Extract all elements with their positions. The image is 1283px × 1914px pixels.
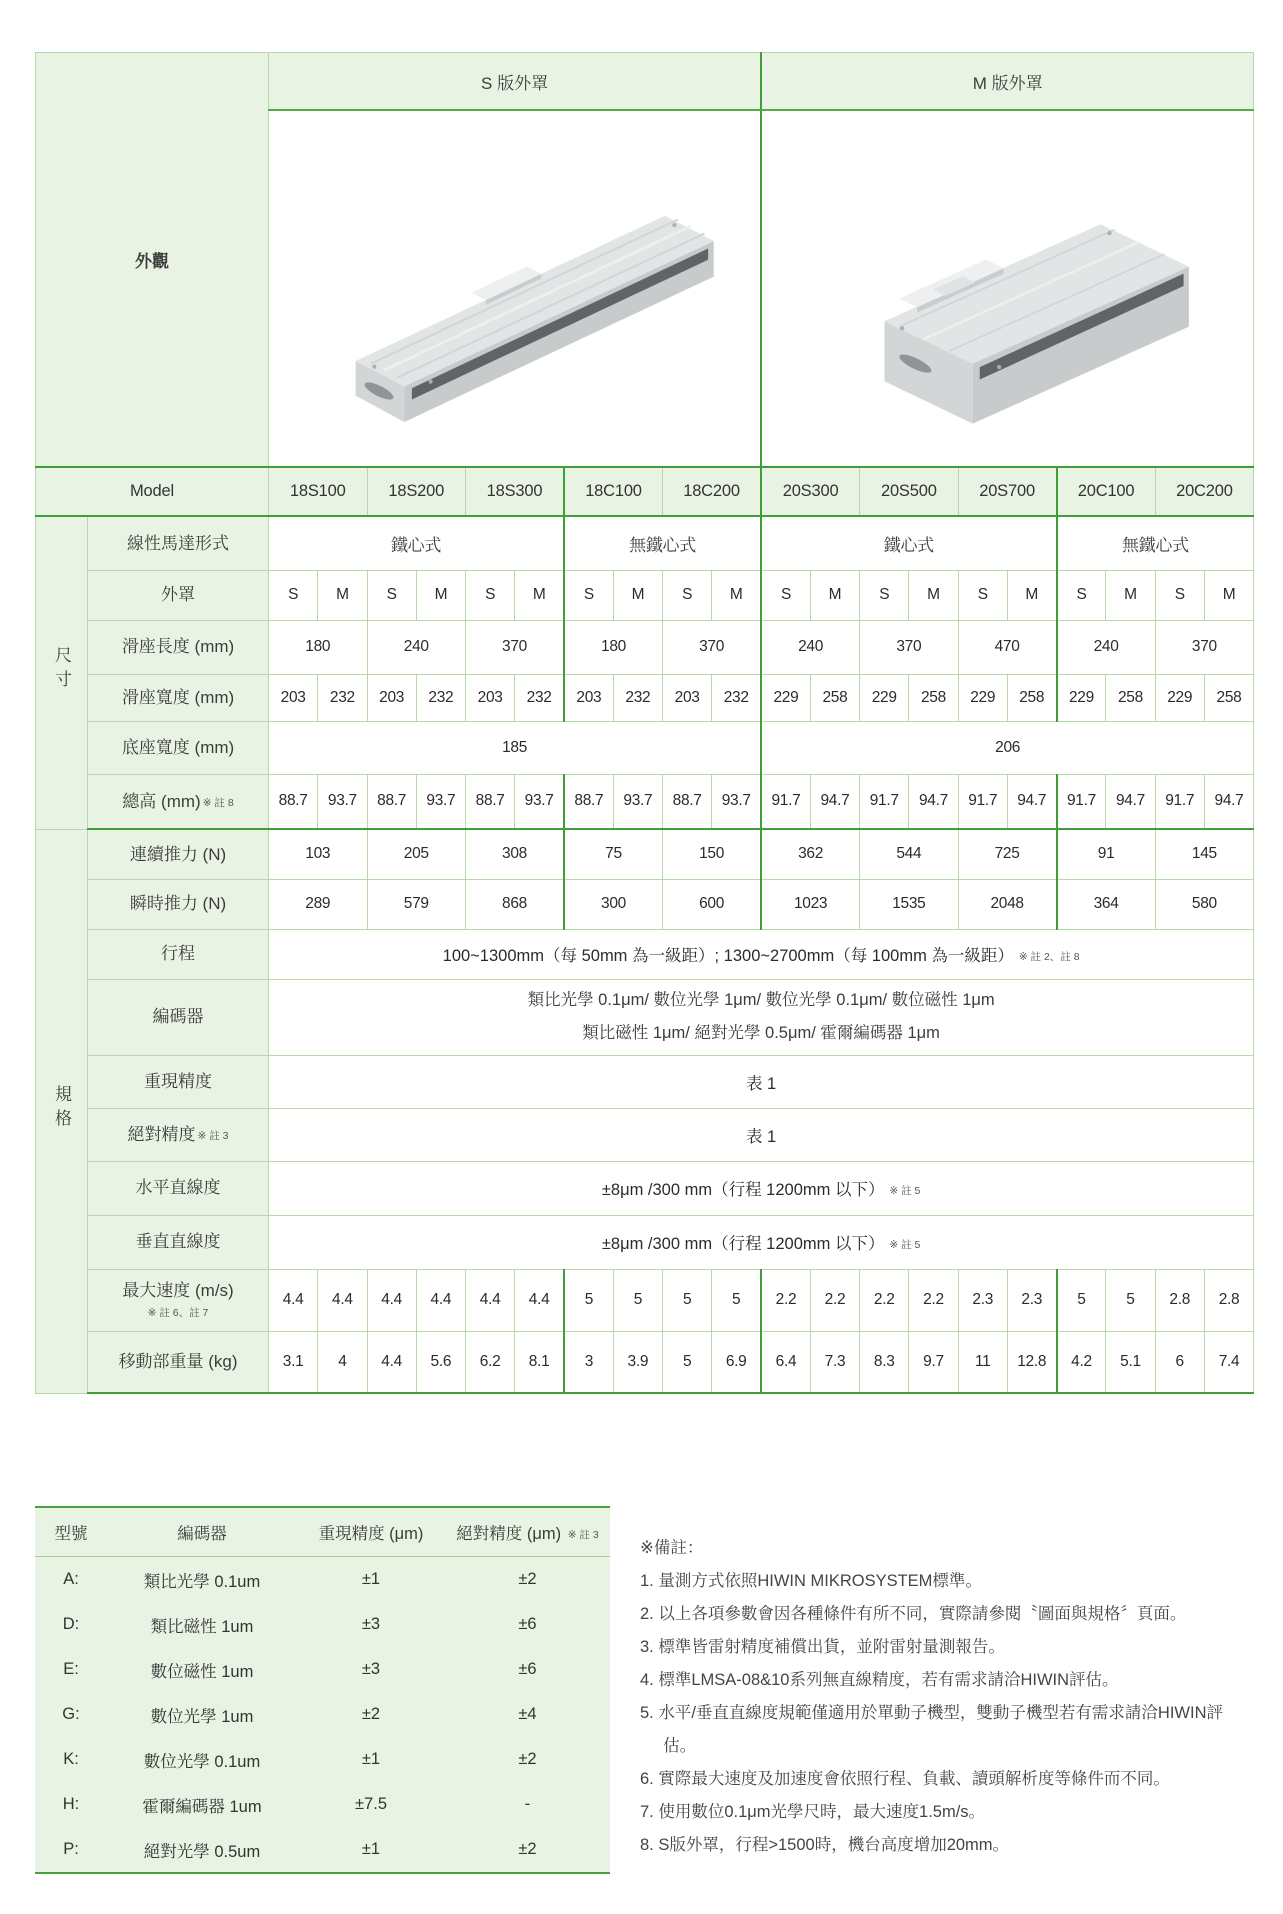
encoder-table-row [35,1782,610,1827]
spec-row [36,979,1254,1055]
model-cell: 20S300 [761,467,860,516]
model-row [36,467,1254,516]
encoder-table-cell: 類比光學 0.1um [143,1572,261,1591]
row-label: 垂直直線度 [88,1215,269,1269]
row-label: 連續推力 (N) [88,829,269,879]
spec-cell: 3 [564,1331,613,1393]
encoder-table-header-row [35,1507,610,1557]
spec-cell: M [810,570,859,620]
spec-cell: 5 [712,1269,761,1331]
spec-cell: 4.4 [416,1269,465,1331]
spec-cell: 8.1 [515,1331,564,1393]
row-label: 線性馬達形式 [88,516,269,570]
encoder-table-cell: ±3 [361,1615,381,1633]
spec-cell: 91.7 [1057,774,1106,829]
encoder-accuracy-table [35,1506,610,1874]
spec-row [36,516,1254,570]
spec-cell: 94.7 [909,774,958,829]
note-item: 6. 實際最大速度及加速度會依照行程、負載、讀頭解析度等條件而不同。 [640,1770,1170,1788]
spec-cell: 94.7 [1007,774,1056,829]
spec-cell: 145 [1155,829,1254,879]
model-cell: 18C100 [564,467,663,516]
m-cover-stage-photo [788,136,1228,436]
spec-cell: 表 1 [269,1108,1254,1161]
encoder-table-cell: ±2 [361,1705,381,1723]
spec-cell: S [958,570,1007,620]
spec-cell: 94.7 [810,774,859,829]
spec-cell: S [466,570,515,620]
spec-cell: 無鐵心式 [1057,516,1254,570]
spec-cell: 88.7 [564,774,613,829]
encoder-table-cell: ±2 [518,1570,537,1588]
row-label: 移動部重量 (kg) [88,1331,269,1393]
row-label: 總高 (mm) ※ 註 8 [88,774,269,829]
spec-row [36,570,1254,620]
spec-cell: S [761,570,810,620]
row-label: 重現精度 [88,1055,269,1108]
spec-cell: 289 [269,879,368,929]
spec-cell: 1023 [761,879,860,929]
spec-cell: M [416,570,465,620]
spec-cell: S [1155,570,1204,620]
spec-cell: 258 [810,674,859,721]
spec-cell: 4.4 [367,1331,416,1393]
spec-cell: 94.7 [1204,774,1253,829]
spec-cell: 93.7 [712,774,761,829]
spec-row [36,1161,1254,1215]
model-cell: 18S200 [367,467,466,516]
spec-cell: 232 [712,674,761,721]
spec-cell: 258 [1204,674,1253,721]
spec-cell: 2.2 [909,1269,958,1331]
notes-title: ※備註： [640,1539,704,1557]
spec-cell: 5.1 [1106,1331,1155,1393]
spec-cell: 鐵心式 [269,516,565,570]
encoder-table-cell: ±1 [361,1570,381,1588]
spec-cell: M [712,570,761,620]
spec-cell: 7.4 [1204,1331,1253,1393]
row-label: 底座寬度 (mm) [88,721,269,774]
group-label: 尺寸 [36,516,88,829]
spec-cell: 580 [1155,879,1254,929]
encoder-table-cell: ±1 [361,1750,381,1768]
model-cell: 18S300 [466,467,565,516]
encoder-table-row [35,1647,610,1692]
spec-cell: 470 [958,620,1057,674]
spec-row [36,1108,1254,1161]
row-label: 行程 [88,929,269,979]
spec-cell: 240 [367,620,466,674]
spec-cell: 240 [761,620,860,674]
note-item: 8. S版外罩，行程>1500時，機台高度增加20mm。 [640,1836,1010,1854]
encoder-table-row [35,1557,610,1603]
spec-cell: 4.4 [515,1269,564,1331]
m-cover-header: M 版外罩 [761,53,1254,111]
spec-cell: S [367,570,416,620]
model-cell: 20C200 [1155,467,1254,516]
spec-row [36,1055,1254,1108]
spec-cell: 229 [958,674,1007,721]
spec-row [36,879,1254,929]
spec-cell: 203 [564,674,613,721]
spec-cell: 4.4 [269,1269,318,1331]
spec-cell: 370 [466,620,565,674]
spec-cell: 91.7 [761,774,810,829]
row-label: 編碼器 [88,979,269,1055]
spec-cell: 91.7 [860,774,909,829]
encoder-col-absolute-label: 絕對精度 (μm) [456,1525,562,1543]
spec-cell: 2.2 [810,1269,859,1331]
spec-cell: 229 [860,674,909,721]
s-cover-photo-cell [269,110,762,467]
spec-cell: 1535 [860,879,959,929]
spec-cell: 12.8 [1007,1331,1056,1393]
spec-cell: 2.8 [1204,1269,1253,1331]
bottom-section [35,1506,1253,1874]
spec-cell: 180 [564,620,663,674]
appearance-row-label: 外觀 [36,53,269,468]
spec-row [36,829,1254,879]
row-label: 最大速度 (m/s) ※ 註 6、註 7 [88,1269,269,1331]
spec-cell: S [1057,570,1106,620]
spec-cell: 8.3 [860,1331,909,1393]
spec-cell: 300 [564,879,663,929]
spec-cell: M [1007,570,1056,620]
spec-cell: 4.2 [1057,1331,1106,1393]
row-label: 外罩 [88,570,269,620]
spec-cell: 232 [416,674,465,721]
encoder-table-cell: E: [63,1660,79,1678]
spec-cell: 5.6 [416,1331,465,1393]
spec-cell: 4.4 [466,1269,515,1331]
encoder-table-cell: ±7.5 [355,1795,387,1813]
spec-cell: 240 [1057,620,1156,674]
spec-cell: 6.4 [761,1331,810,1393]
spec-cell: M [1204,570,1253,620]
encoder-col-repeatability: 重現精度 (μm) [297,1507,445,1557]
note-item: 3. 標準皆雷射精度補償出貨，並附雷射量測報告。 [640,1638,1005,1656]
spec-cell: 308 [466,829,565,879]
spec-cell: 2.3 [1007,1269,1056,1331]
spec-cell: 鐵心式 [761,516,1057,570]
s-cover-header: S 版外罩 [269,53,762,111]
spec-cell: 103 [269,829,368,879]
spec-cell: 370 [860,620,959,674]
spec-cell: 4.4 [367,1269,416,1331]
encoder-table-cell: P: [63,1840,79,1858]
encoder-table-cell: G: [62,1705,80,1723]
encoder-col-encoder: 編碼器 [107,1507,297,1557]
spec-cell: 232 [515,674,564,721]
spec-cell: 無鐵心式 [564,516,761,570]
spec-cell: S [860,570,909,620]
spec-cell: 150 [663,829,762,879]
spec-cell: 5 [564,1269,613,1331]
spec-cell: 2.3 [958,1269,1007,1331]
spec-cell: 91.7 [1155,774,1204,829]
spec-cell: 203 [367,674,416,721]
encoder-table-cell: ±2 [518,1840,537,1858]
note-item: 7. 使用數位0.1μm光學尺時，最大速度1.5m/s。 [640,1803,986,1821]
spec-cell: 232 [613,674,662,721]
spec-cell: 3.9 [613,1331,662,1393]
spec-cell: 229 [1057,674,1106,721]
spec-cell: M [318,570,367,620]
spec-cell: 364 [1057,879,1156,929]
spec-cell: 94.7 [1106,774,1155,829]
spec-cell: 370 [663,620,762,674]
spec-cell: 206 [761,721,1254,774]
encoder-table-cell: 類比磁性 1um [150,1617,254,1636]
row-label: 滑座長度 (mm) [88,620,269,674]
spec-cell: 88.7 [269,774,318,829]
encoder-table-row [35,1827,610,1873]
spec-cell: S [269,570,318,620]
spec-cell: 100~1300mm（每 50mm 為一級距）; 1300~2700mm（每 100mm 為一級距） ※ 註 2、註 8 [269,929,1254,979]
encoder-table-cell: ±6 [518,1660,537,1678]
spec-cell: 362 [761,829,860,879]
encoder-table-cell: 數位磁性 1um [150,1662,254,1681]
m-cover-photo-cell [761,110,1254,467]
encoder-table-cell: D: [62,1615,80,1633]
spec-cell: 4.4 [318,1269,367,1331]
spec-cell: 203 [269,674,318,721]
spec-cell: 725 [958,829,1057,879]
spec-cell: 表 1 [269,1055,1254,1108]
encoder-table-cell: A: [63,1570,79,1588]
spec-cell: 258 [909,674,958,721]
encoder-table-row [35,1692,610,1737]
encoder-table-row [35,1602,610,1647]
spec-cell: 91 [1057,829,1156,879]
spec-cell: 75 [564,829,663,879]
spec-row [36,1331,1254,1393]
spec-cell: 6.9 [712,1331,761,1393]
encoder-table-cell: ±3 [361,1660,381,1678]
spec-cell: 3.1 [269,1331,318,1393]
s-cover-stage-photo [280,136,750,436]
spec-cell: 203 [663,674,712,721]
row-label: 水平直線度 [88,1161,269,1215]
spec-cell: 7.3 [810,1331,859,1393]
note-item: 5. 水平/垂直直線度規範僅適用於單動子機型，雙動子機型若有需求請洽HIWIN評估。 [640,1704,1224,1755]
encoder-table-cell: ±2 [518,1750,537,1768]
note-item: 1. 量測方式依照HIWIN MIKROSYSTEM標準。 [640,1572,982,1590]
row-label: 絕對精度 ※ 註 3 [88,1108,269,1161]
spec-cell: 5 [663,1269,712,1331]
spec-cell: 229 [1155,674,1204,721]
note-item: 4. 標準LMSA-08&10系列無直線精度，若有需求請洽HIWIN評估。 [640,1671,1119,1689]
appearance-header-row [36,53,1254,111]
spec-cell: 205 [367,829,466,879]
spec-cell: ±8μm /300 mm（行程 1200mm 以下） ※ 註 5 [269,1161,1254,1215]
spec-cell: 6 [1155,1331,1204,1393]
model-cell: 20S700 [958,467,1057,516]
model-cell: 18C200 [663,467,762,516]
encoder-table-cell: 絕對光學 0.5um [143,1842,261,1861]
notes-block [640,1506,1253,1862]
encoder-table-row [35,1737,610,1782]
spec-cell: ±8μm /300 mm（行程 1200mm 以下） ※ 註 5 [269,1215,1254,1269]
spec-cell: 93.7 [318,774,367,829]
spec-cell: 600 [663,879,762,929]
spec-rows [36,516,1254,1393]
spec-cell: 258 [1007,674,1056,721]
encoder-table-cell: ±6 [518,1615,537,1633]
spec-cell: 91.7 [958,774,1007,829]
encoder-col-model: 型號 [35,1507,107,1557]
spec-cell: 5 [613,1269,662,1331]
spec-cell: 88.7 [466,774,515,829]
encoder-table-body [35,1557,610,1874]
spec-cell: 88.7 [663,774,712,829]
spec-cell: 2.2 [860,1269,909,1331]
spec-cell: 4 [318,1331,367,1393]
spec-cell: 93.7 [416,774,465,829]
row-label: 瞬時推力 (N) [88,879,269,929]
encoder-table-cell: K: [63,1750,79,1768]
spec-cell: 185 [269,721,762,774]
notes-list [640,1565,1253,1862]
model-cell: 18S100 [269,467,368,516]
spec-cell: 6.2 [466,1331,515,1393]
spec-cell: 2.2 [761,1269,810,1331]
spec-cell: 868 [466,879,565,929]
spec-row [36,674,1254,721]
model-cell: 20S500 [860,467,959,516]
encoder-table-cell: 霍爾編碼器 1um [142,1797,262,1816]
spec-row [36,1215,1254,1269]
spec-cell: 類比光學 0.1μm/ 數位光學 1μm/ 數位光學 0.1μm/ 數位磁性 1μm 類比磁性 1μm/ 絕對光學 0.5μm/ 霍爾編碼器 1μm [269,979,1254,1055]
row-label: 滑座寬度 (mm) [88,674,269,721]
spec-cell: M [515,570,564,620]
encoder-col-absolute [445,1507,610,1557]
spec-cell: 232 [318,674,367,721]
group-label: 規格 [36,829,88,1393]
spec-row [36,721,1254,774]
encoder-table-cell: ±1 [361,1840,381,1858]
spec-cell: 180 [269,620,368,674]
model-row-label: Model [36,467,269,516]
spec-cell: 203 [466,674,515,721]
encoder-table-cell: - [524,1795,531,1813]
spec-cell: M [613,570,662,620]
spec-cell: 579 [367,879,466,929]
spec-cell: 88.7 [367,774,416,829]
spec-cell: 9.7 [909,1331,958,1393]
spec-row [36,929,1254,979]
spec-table [35,52,1254,1394]
spec-cell: 93.7 [613,774,662,829]
encoder-table-cell: 數位光學 1um [150,1707,254,1726]
spec-cell: 2.8 [1155,1269,1204,1331]
encoder-col-absolute-note: ※ 註 3 [567,1529,599,1541]
spec-cell: 544 [860,829,959,879]
encoder-table-cell: 數位光學 0.1um [143,1752,261,1771]
spec-cell: 93.7 [515,774,564,829]
spec-cell: 5 [1057,1269,1106,1331]
spec-cell: 370 [1155,620,1254,674]
spec-row [36,1269,1254,1331]
spec-cell: 5 [1106,1269,1155,1331]
note-item: 2. 以上各項參數會因各種條件有所不同，實際請參閱〝圖面與規格〞頁面。 [640,1605,1187,1623]
spec-cell: S [564,570,613,620]
spec-cell: 229 [761,674,810,721]
spec-cell: 11 [958,1331,1007,1393]
spec-row [36,620,1254,674]
encoder-table-cell: ±4 [518,1705,537,1723]
spec-cell: M [1106,570,1155,620]
spec-cell: 2048 [958,879,1057,929]
encoder-table-cell: H: [62,1795,80,1813]
model-cell: 20C100 [1057,467,1156,516]
spec-row [36,774,1254,829]
spec-cell: S [663,570,712,620]
spec-cell: M [909,570,958,620]
spec-cell: 5 [663,1331,712,1393]
spec-cell: 258 [1106,674,1155,721]
